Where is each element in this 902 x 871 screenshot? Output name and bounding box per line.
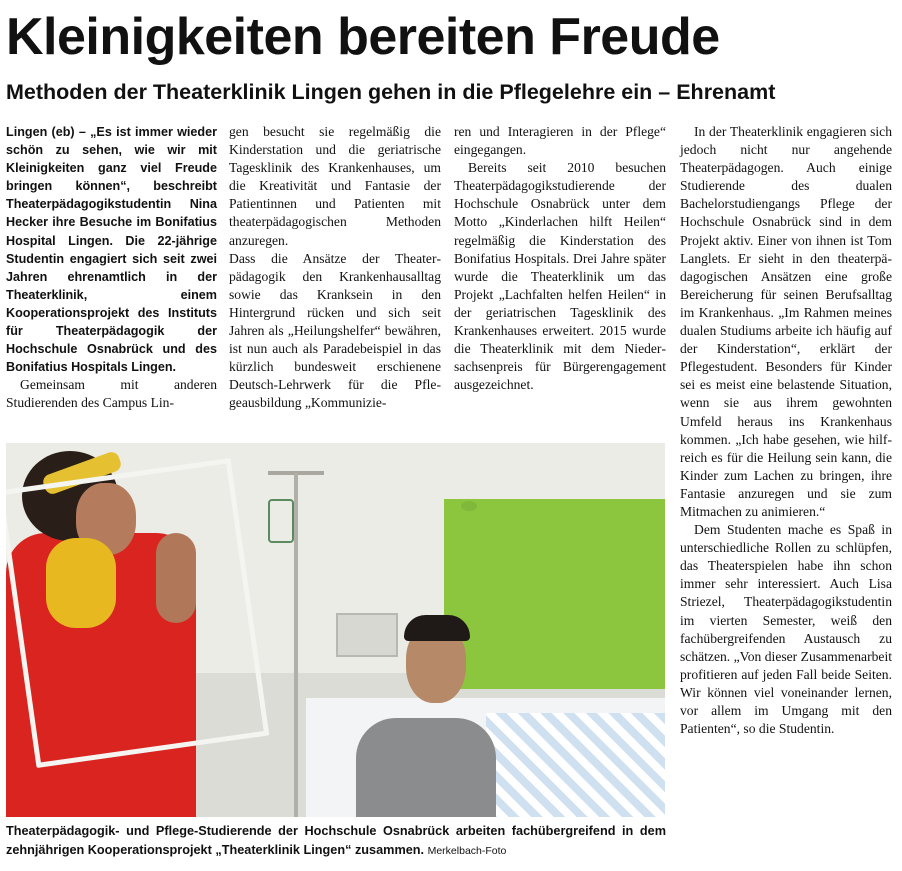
body-paragraph: In der Theaterklinik engagieren sich jedoch nicht nur angehende Theaterpädagogen. Auch einige Studierende des dualen Bachelorstudiengangs Pflege der Hochschule Osnabrück sind in dem Projekt aktiv. Einer von ihnen ist Tom Langlets. Er sieht in den theaterpädagogischen Ansätzen eine große Bereicherung für seinen Berufsalltag im Krankenhaus. „Im Rahmen meines dualen Studiums arbeite ich häufig auf der Kinderstation“, erklärt der Pflegestudent. Besonders für Kinder sei es meist eine belastende Situation, wenn sie aus ihrem gewohnten Umfeld heraus ins Krankenhaus kommen. „Ich habe gesehen, wie hilfreich es für die Heilung sein kann, die Kinder zum Lachen zu bringen, ihre Fantasie anzuregen und sie zum Mitmachen zu animieren.“ (680, 124, 892, 519)
body-paragraph: Gemeinsam mit anderen Studierenden des Campus Lin- (6, 377, 217, 411)
body-paragraph: Bereits seit 2010 besuchen Theaterpädagogikstudierende der Hochschule Osnabrück unter dem Motto „Kinderlachen hilft Heilen“ regelmäßig die Kinderstation des Bonifatius Hospitals. Drei Jahre später wurde die Theaterklinik um das Projekt „Lachfalten helfen Heilen“ in der geriatrischen Tagesklinik des Krankenhauses erweitert. 2015 wurde die Theaterklinik mit dem Niedersachsenpreis für Bürgerengagement ausgezeichnet. (454, 160, 666, 393)
iv-pole (294, 473, 298, 817)
bed-blanket (486, 713, 665, 817)
body-paragraph: Dem Studenten mache es Spaß in unterschiedliche Rollen zu schlüpfen, das Theaterspielen habe ihn schon immer sehr interessiert. Auch Lisa Striezel, Theaterpädagogikstudentin im vierten Semester, weiß den fachübergreifenden Austausch zu schätzen. „Von dieser Zusammenarbeit profitieren auf jeden Fall beide Seiten. Wir können viel voneinander lernen, vor allem im Umgang mit den Patienten“, so die Studentin. (680, 522, 892, 737)
caption-text: Theaterpädagogik- und Pflege-Studierende der Hochschule Osnabrück arbeiten fachübergreifend in dem zehnjährigen Kooperationsprojekt „Theaterklinik Lingen“ zusammen. (6, 824, 666, 857)
body-paragraph: Dass die Ansätze der Theaterpädagogik den Krankenhausalltag sowie das Kranksein in den Hintergrund rücken und sich seit Jahren als „Heilungshelfer“ bewähren, ist nun auch als Paradebeispiel in das kürzlich bundesweit erschienene Deutsch-Lehrwerk für die Pflegeausbildung „Kommunizie- (229, 250, 441, 411)
boy-hair (404, 615, 470, 641)
medical-monitor (336, 613, 398, 657)
article-photo (6, 443, 665, 817)
photo-credit: Merkelbach-Foto (427, 845, 507, 857)
photo-green-panel (444, 499, 665, 689)
subheadline: Methoden der Theaterklinik Lingen gehen in die Pflegelehre ein – Ehrenamt (6, 80, 776, 104)
article-column-3 (454, 123, 666, 394)
headline: Kleinigkeiten bereiten Freude (6, 8, 720, 66)
lead-paragraph: Lingen (eb) – „Es ist immer wieder schön zu sehen, wie wir mit Kleinigkeiten ganz viel Freude bringen können“, beschreibt Theaterpädagogikstudentin Nina Hecker ihre Besuche im Bonifatius Hospital Lingen. Die 22-jährige Studentin engagiert sich seit zwei Jahren ehrenamtlich in der Theaterklinik, einem Kooperationsprojekt des Instituts für Theaterpädagogik der Hochschule Osnabrück und des Bonifatius Hospitals Lingen. (6, 125, 217, 375)
photo-caption (6, 822, 666, 861)
boy-figure (356, 718, 496, 817)
body-paragraph: ren und Interagieren in der Pflege“ eingegangen. (454, 124, 666, 158)
butterfly-icon (461, 501, 477, 511)
article-column-1 (6, 123, 217, 413)
article-column-2 (229, 123, 441, 413)
article-column-4 (680, 123, 892, 738)
iv-bag (268, 499, 294, 543)
body-paragraph: gen besucht sie regelmäßig die Kinderstation und die geriatrische Tagesklinik des Krankenhauses, um die Kreativität und Fantasie der Patientinnen und Patienten mit theaterpädagogischen Methoden anzuregen. (229, 124, 441, 248)
folding-ruler-frame (6, 458, 269, 768)
